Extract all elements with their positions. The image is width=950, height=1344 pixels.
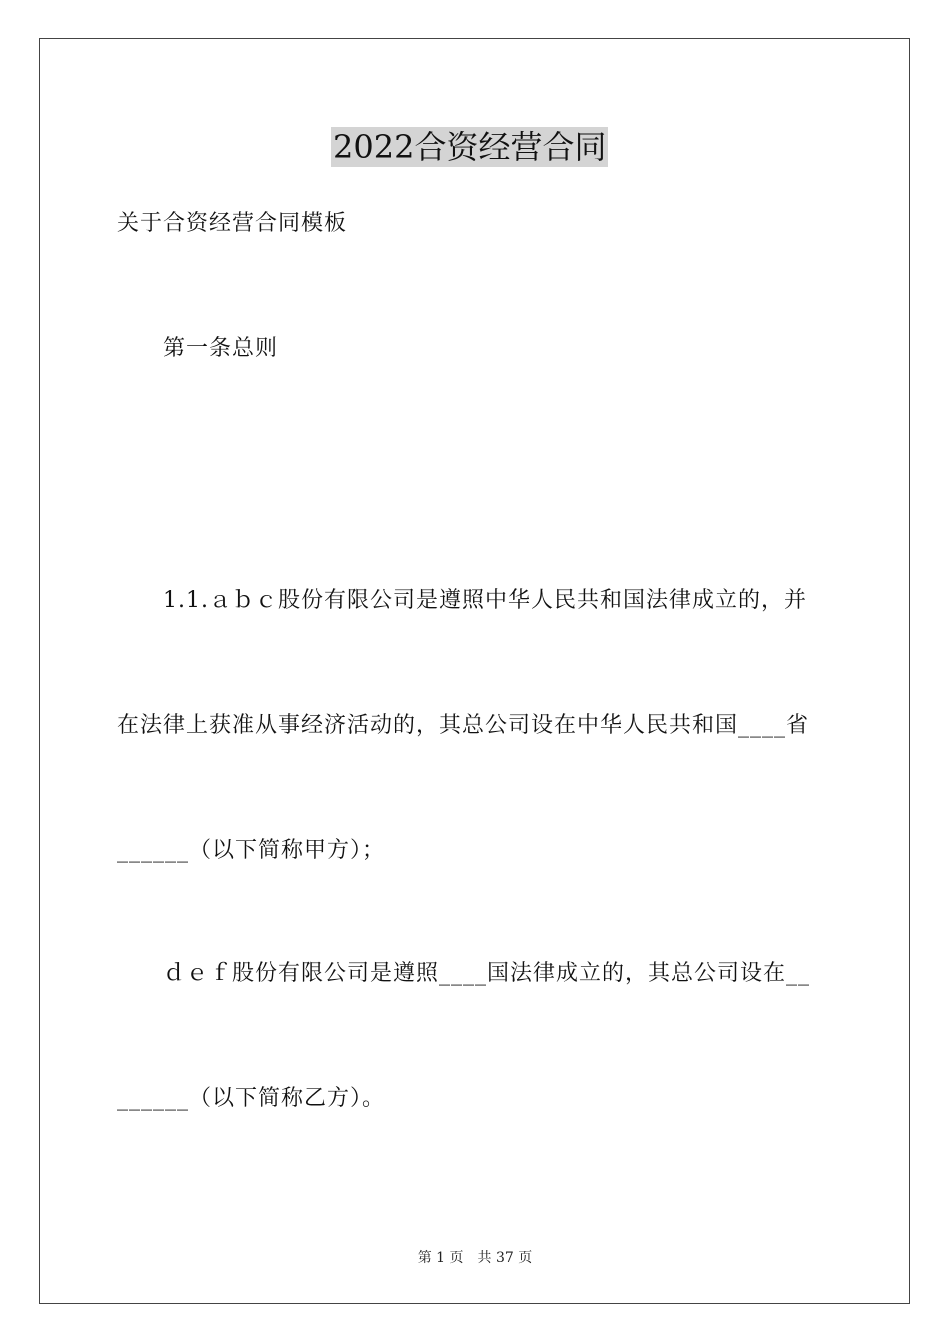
paragraph-line: 在法律上获准从事经济活动的，其总公司设在中华人民共和国____省 xyxy=(117,713,810,738)
paragraph-line: ｄｅｆ股份有限公司是遵照____国法律成立的，其总公司设在__ xyxy=(163,961,811,986)
document-title: 2022合资经营合同 xyxy=(333,128,607,166)
page-number-footer: 第 1 页 共 37 页 xyxy=(417,1250,533,1266)
paragraph-line: ______（以下简称甲方）； xyxy=(117,838,386,863)
paragraph-line: 1.1.ａｂｃ股份有限公司是遵照中华人民共和国法律成立的，并 xyxy=(163,588,807,613)
article-heading: 第一条总则 xyxy=(163,336,279,361)
document-subtitle: 关于合资经营合同模板 xyxy=(117,211,348,236)
paragraph-line: ______（以下简称乙方）。 xyxy=(117,1086,386,1111)
